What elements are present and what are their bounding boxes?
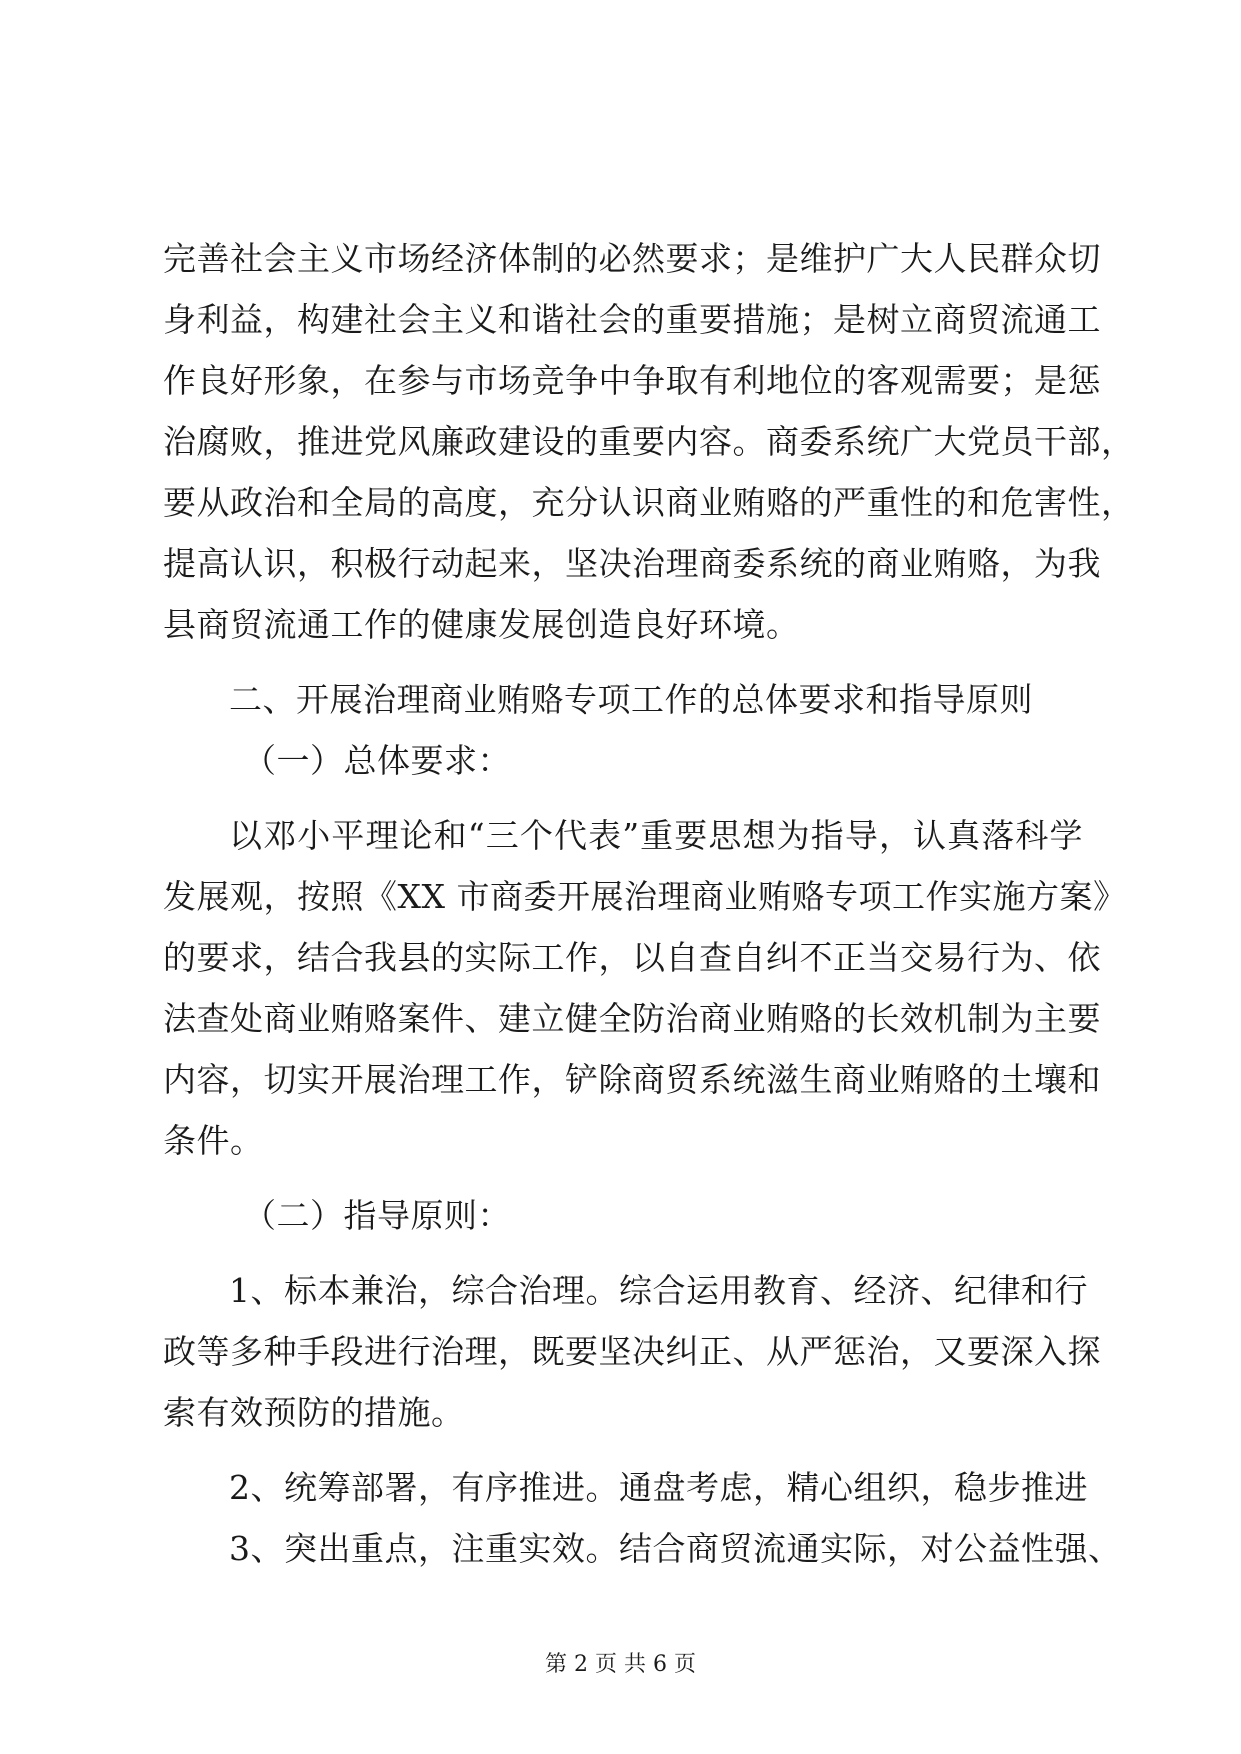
subsection-heading: （二）指导原则： (243, 1196, 511, 1235)
list-item-line: 3、突出重点，注重实效。结合商贸流通实际，对公益性强、 (229, 1529, 1122, 1568)
paragraph-line: 的要求，结合我县的实际工作，以自查自纠不正当交易行为、依 (163, 938, 1101, 977)
paragraph-line: 条件。 (163, 1121, 264, 1160)
paragraph-line: 要从政治和全局的高度，充分认识商业贿赂的严重性的和危害性， (163, 483, 1135, 522)
paragraph-line: 以邓小平理论和“三个代表”重要思想为指导，认真落科学 (229, 816, 1083, 855)
paragraph-line: 政等多种手段进行治理，既要坚决纠正、从严惩治，又要深入探 (163, 1332, 1101, 1371)
paragraph-line: 内容，切实开展治理工作，铲除商贸系统滋生商业贿赂的土壤和 (163, 1060, 1101, 1099)
section-heading: 二、开展治理商业贿赂专项工作的总体要求和指导原则 (229, 680, 1033, 719)
paragraph-line: 完善社会主义市场经济体制的必然要求；是维护广大人民群众切 (163, 239, 1101, 278)
list-item-line: 1、标本兼治，综合治理。综合运用教育、经济、纪律和行 (229, 1271, 1088, 1310)
subsection-heading: （一）总体要求： (243, 741, 511, 780)
paragraph-line: 发展观，按照《XX 市商委开展治理商业贿赂专项工作实施方案》 (163, 877, 1127, 916)
paragraph-line: 县商贸流通工作的健康发展创造良好环境。 (163, 605, 800, 644)
paragraph-line: 法查处商业贿赂案件、建立健全防治商业贿赂的长效机制为主要 (163, 999, 1101, 1038)
paragraph-line: 身利益，构建社会主义和谐社会的重要措施；是树立商贸流通工 (163, 300, 1101, 339)
paragraph-line: 作良好形象，在参与市场竞争中争取有利地位的客观需要；是惩 (163, 361, 1101, 400)
paragraph-line: 索有效预防的措施。 (163, 1393, 465, 1432)
list-item-line: 2、统筹部署，有序推进。通盘考虑，精心组织，稳步推进 (229, 1468, 1088, 1507)
paragraph-line: 治腐败，推进党风廉政建设的重要内容。商委系统广大党员干部， (163, 422, 1135, 461)
document-body (163, 228, 1135, 1579)
paragraph-line: 提高认识，积极行动起来，坚决治理商委系统的商业贿赂，为我 (163, 544, 1101, 583)
page-number-footer: 第 2 页 共 6 页 (545, 1652, 696, 1677)
